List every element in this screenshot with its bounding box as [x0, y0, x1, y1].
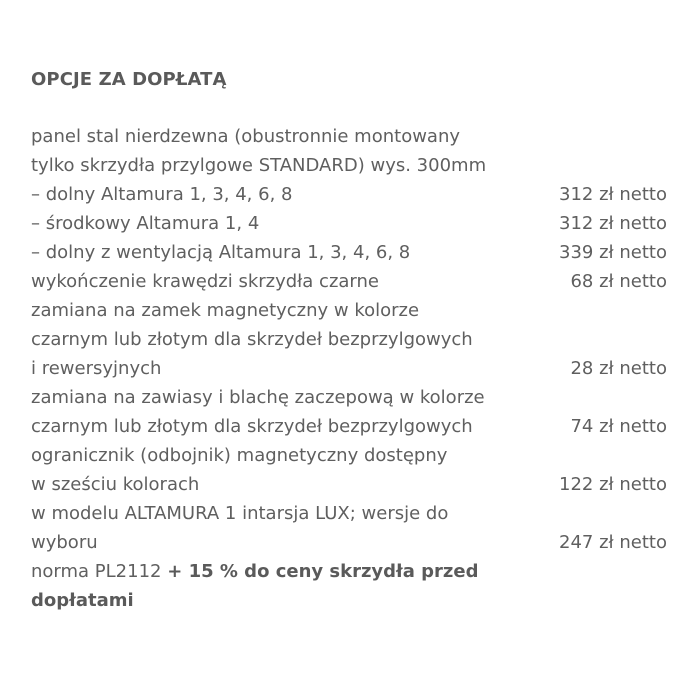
norm-note [31, 557, 667, 615]
option-price: 339 zł netto [559, 242, 667, 263]
option-row [31, 180, 667, 209]
option-price: 68 zł netto [570, 271, 667, 292]
option-text-line: w sześciu kolorach [31, 474, 200, 495]
option-description [31, 267, 379, 296]
option-row [31, 441, 667, 499]
option-description [31, 499, 448, 557]
option-description [31, 180, 292, 209]
options-list [31, 122, 667, 615]
option-text-line: panel stal nierdzewna (obustronnie montowany [31, 126, 461, 147]
option-text-line: czarnym lub złotym dla skrzydeł bezprzylgowych [31, 416, 473, 437]
option-description [31, 383, 485, 441]
option-price: 28 zł netto [570, 358, 667, 379]
option-price: 74 zł netto [570, 416, 667, 437]
option-text-line: – dolny z wentylacją Altamura 1, 3, 4, 6, 8 [31, 242, 411, 263]
option-text-line: ogranicznik (odbojnik) magnetyczny dostępny [31, 445, 448, 466]
option-text-line: czarnym lub złotym dla skrzydeł bezprzylgowych [31, 329, 473, 350]
option-text-line: – dolny Altamura 1, 3, 4, 6, 8 [31, 184, 293, 205]
option-description [31, 122, 486, 180]
option-description [31, 441, 447, 499]
option-row [31, 122, 667, 180]
option-text-line: tylko skrzydła przylgowe STANDARD) wys. 300mm [31, 155, 487, 176]
option-row [31, 267, 667, 296]
option-row [31, 383, 667, 441]
option-text-line: wyboru [31, 532, 98, 553]
norm-line-1 [31, 557, 667, 586]
norm-surcharge: + 15 % do ceny skrzydła przed [167, 561, 479, 582]
option-description [31, 209, 259, 238]
option-description [31, 296, 473, 383]
option-price: 122 zł netto [559, 474, 667, 495]
option-row [31, 238, 667, 267]
option-price: 247 zł netto [559, 532, 667, 553]
option-text-line: zamiana na zamek magnetyczny w kolorze [31, 300, 420, 321]
option-price: 312 zł netto [559, 213, 667, 234]
option-text-line: w modelu ALTAMURA 1 intarsja LUX; wersje do [31, 503, 449, 524]
option-text-line: – środkowy Altamura 1, 4 [31, 213, 260, 234]
option-text-line: wykończenie krawędzi skrzydła czarne [31, 271, 379, 292]
option-description [31, 238, 410, 267]
norm-prefix: norma PL2112 [31, 561, 168, 582]
option-row [31, 209, 667, 238]
option-text-line: zamiana na zawiasy i blachę zaczepową w kolorze [31, 387, 485, 408]
option-text-line: i rewersyjnych [31, 358, 162, 379]
norm-surcharge-continued: dopłatami [31, 590, 134, 611]
option-row [31, 499, 667, 557]
option-price: 312 zł netto [559, 184, 667, 205]
option-row [31, 296, 667, 383]
section-heading: OPCJE ZA DOPŁATĄ [31, 69, 227, 90]
